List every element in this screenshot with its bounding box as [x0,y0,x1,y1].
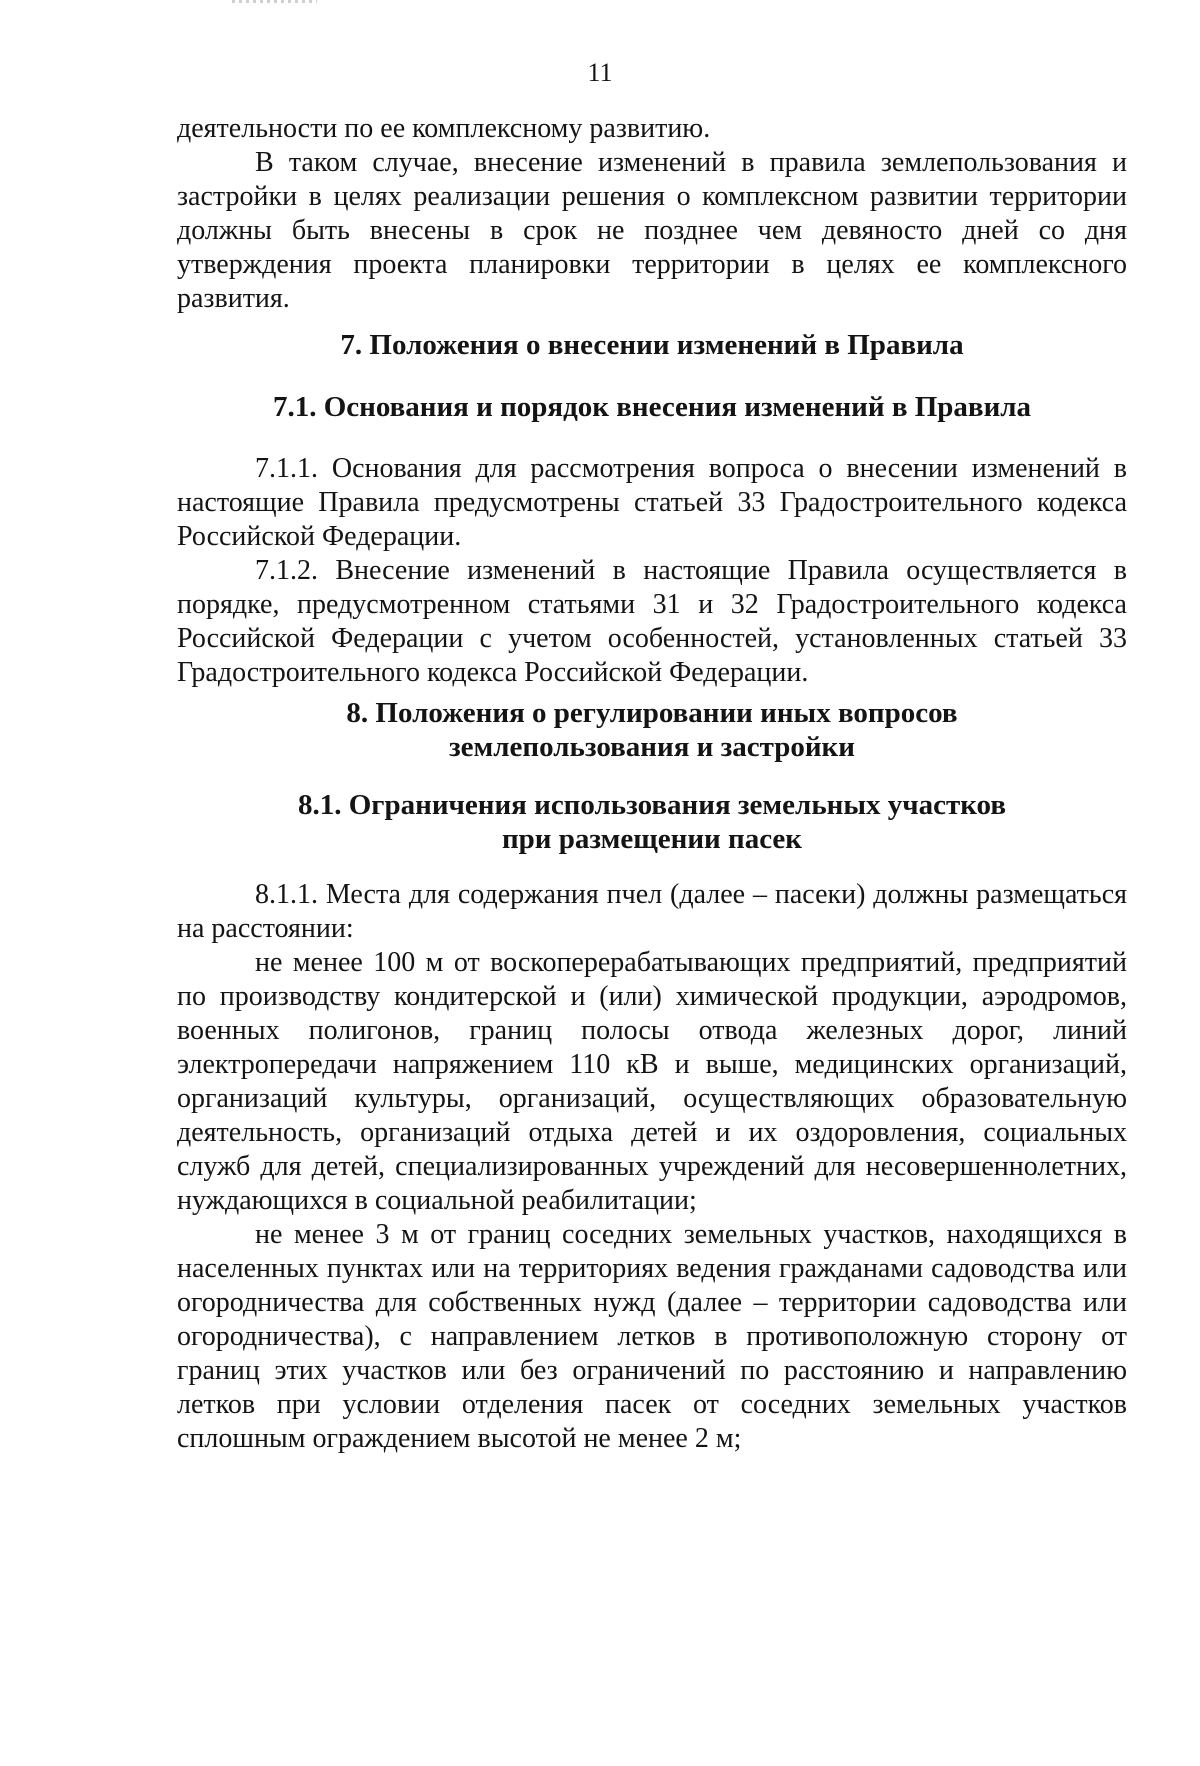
section-7-heading [177,328,1127,362]
scan-artifact [232,0,317,3]
section-8-1-text [177,878,1127,1456]
paragraph-100m: не менее 100 м от воскоперерабатывающих предприятий, предприятий по производству кондитерской и (или) химической продукции, аэродромов, военных полигонов, границ полосы отвода железных дорог, линий электропередачи напряжением 110 кВ и выше, медицинских организаций, организаций культуры, организаций, осуществляющих образовательную деятельность, организаций отдыха детей и их оздоровления, социальных служб для детей, специализированных учреждений для несовершеннолетних, нуждающихся в социальной реабилитации; [177,947,1127,1216]
section-7-1-title: 7.1. Основания и порядок внесения изменений в Правила [272,391,1032,423]
paragraph-7-1-1: 7.1.1. Основания для рассмотрения вопроса о внесении изменений в настоящие Правила предусмотрены статьей 33 Градостроительного кодекса Российской Федерации. [177,453,1127,552]
section-7-1-text [177,452,1127,690]
section-7-title: 7. Положения о внесении изменений в Правила [340,329,964,361]
intro-text [177,112,1127,316]
section-7-1-heading [177,390,1127,424]
section-8-title-line2: землепользования и застройки [449,731,855,763]
section-8-1-title-line1: 8.1. Ограничения использования земельных участков [298,789,1006,821]
section-8-heading [177,696,1127,764]
paragraph-3m: не менее 3 м от границ соседних земельных участков, находящихся в населенных пунктах или на территориях ведения гражданами садоводства или огородничества для собственных нужд (далее – территории садоводства или огородничества), с направлением летков в противоположную сторону от границ этих участков или без ограничений по расстоянию и направлению летков при условии отделения пасек от соседних земельных участков сплошным ограждением высотой не менее 2 м; [177,1219,1127,1454]
page-number: 11 [587,58,613,87]
paragraph-7-1-2: 7.1.2. Внесение изменений в настоящие Правила осуществляется в порядке, предусмотренном статьями 31 и 32 Градостроительного кодекса Российской Федерации с учетом особенностей, установленных статьей 33 Градостроительного кодекса Российской Федерации. [177,555,1127,688]
section-8-1-heading [177,788,1127,856]
section-8-title-line1: 8. Положения о регулировании иных вопросов [346,697,958,729]
paragraph-case: В таком случае, внесение изменений в правила землепользования и застройки в целях реализации решения о комплексном развитии территории должны быть внесены в срок не позднее чем девяносто дней со дня утверждения проекта планировки территории в целях ее комплексного развития. [177,147,1127,314]
paragraph-8-1-1: 8.1.1. Места для содержания пчел (далее – пасеки) должны размещаться на расстоянии: [177,879,1127,944]
section-8-1-title-line2: при размещении пасек [501,823,803,855]
paragraph-continuation: деятельности по ее комплексному развитию. [177,113,711,144]
